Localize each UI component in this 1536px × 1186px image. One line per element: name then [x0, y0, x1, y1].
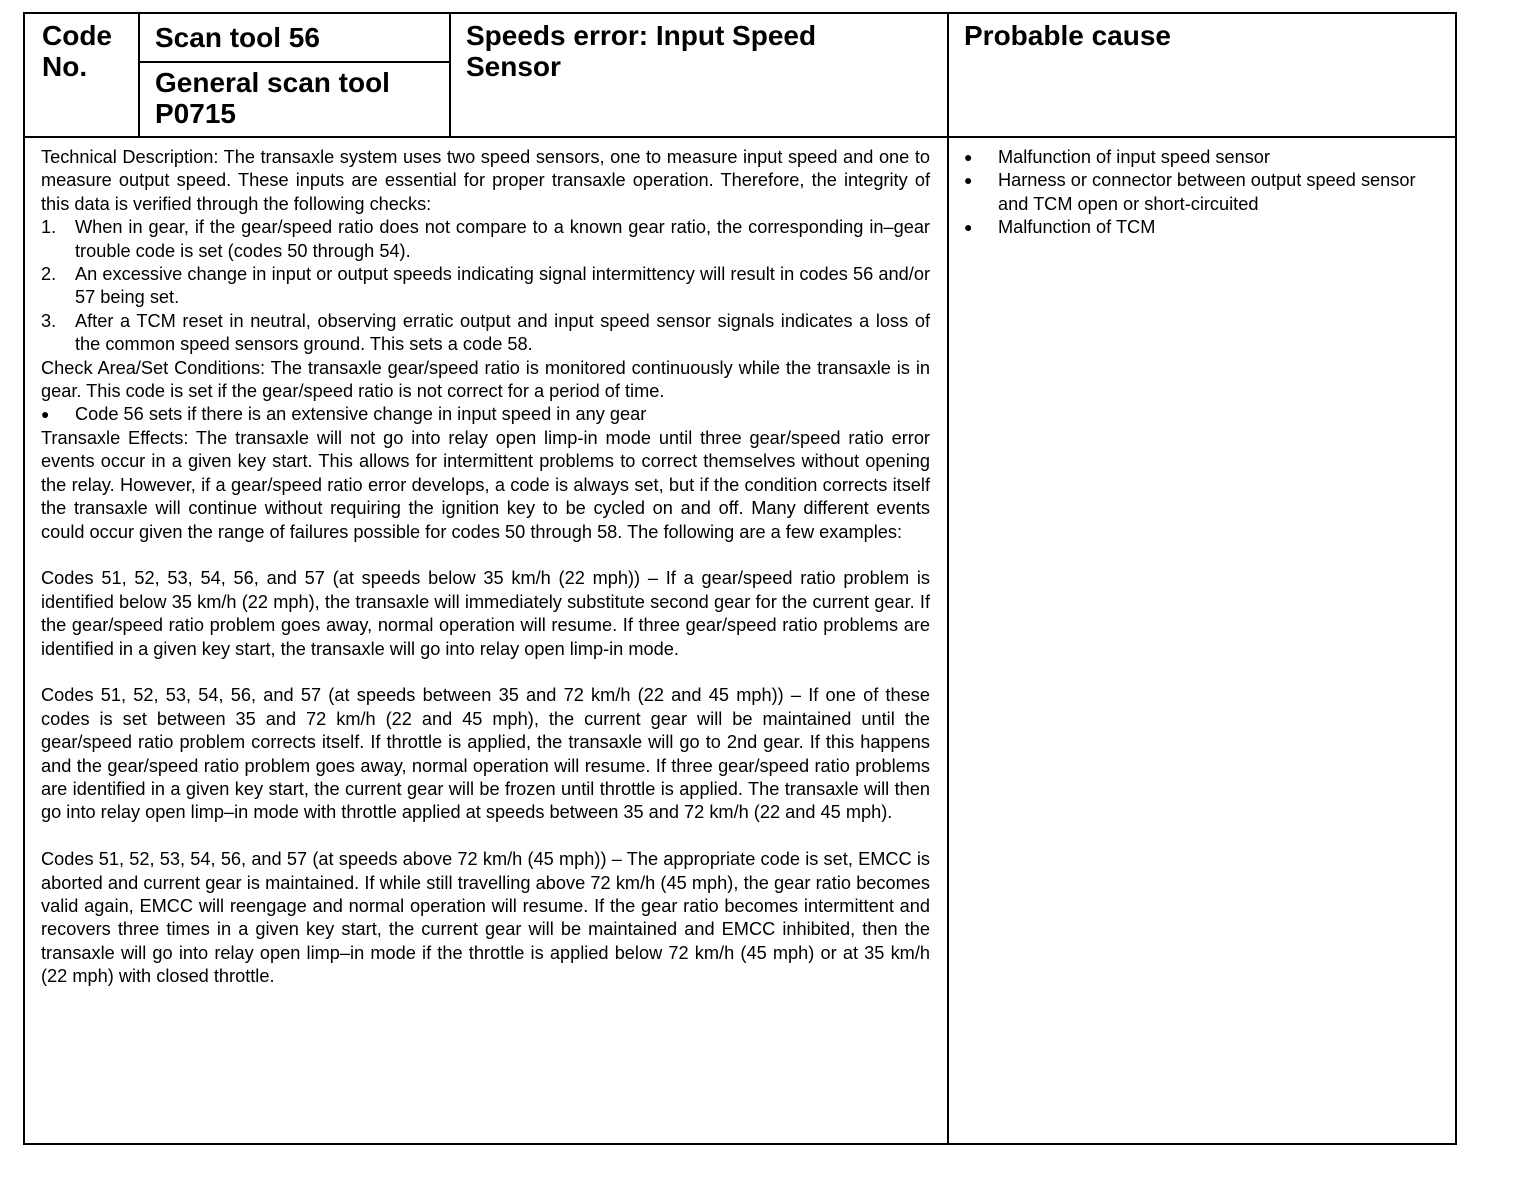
- probable-cause-item: [964, 169, 1444, 216]
- probable-cause-item: [964, 146, 1444, 169]
- probable-cause-text: Malfunction of input speed sensor: [998, 147, 1270, 167]
- example-below-35-text: Codes 51, 52, 53, 54, 56, and 57 (at speeds below 35 km/h (22 mph)) – If a gear/speed ratio problem is identified below 35 km/h (22 mph), the transaxle will immediately substitute second gear for the current gear. If the gear/speed ratio problem goes away, normal operation will resume. If three gear/speed ratio problems are identified in a given key start, the transaxle will go into relay open limp-in mode.: [41, 568, 930, 659]
- divider-code-col: [138, 12, 140, 138]
- check-item: [41, 216, 930, 263]
- check-text: When in gear, if the gear/speed ratio does not compare to a known gear ratio, the corresponding in–gear trouble code is set (codes 50 through 54).: [75, 217, 930, 261]
- transaxle-effects-text: Transaxle Effects: The transaxle will not go into relay open limp-in mode until three gear/speed ratio error events occur in a given key start. This allows for intermittent problems to correct themselves without opening the relay. However, if a gear/speed ratio error develops, a code is always set, but if the condition corrects itself the transaxle will continue without requiring the ignition key to be cycled on and off. Many different events could occur given the range of failures possible for codes 50 through 58. The following are a few examples:: [41, 427, 930, 542]
- scan-tool-header: Scan tool 56: [155, 22, 320, 53]
- divider-scan-tool-rows: [138, 61, 451, 63]
- probable-causes-list: [964, 146, 1444, 240]
- probable-cause-text: Harness or connector between output speed sensor and TCM open or short-circuited: [998, 170, 1416, 214]
- probable-cause-header: Probable cause: [964, 20, 1171, 51]
- check-number: 2.: [41, 264, 57, 285]
- divider-cause-col: [947, 12, 949, 1145]
- divider-header-body: [23, 136, 1457, 138]
- bullet-icon: ●: [964, 219, 973, 236]
- divider-scan-col: [449, 12, 451, 138]
- technical-description-text: Technical Description: The transaxle system uses two speed sensors, one to measure input speed and one to measure output speed. These inputs are essential for proper transaxle operation. Therefore, the integrity of this data is verified through the following checks:: [41, 147, 930, 214]
- probable-cause-item: [964, 216, 1444, 239]
- check-number: 1.: [41, 217, 57, 238]
- check-area-text: Check Area/Set Conditions: The transaxle gear/speed ratio is monitored continuously while the transaxle is in gear. This code is set if the gear/speed ratio is not correct for a period of time.: [41, 357, 930, 402]
- check-item: [41, 263, 930, 310]
- bullet-icon: ●: [964, 149, 973, 165]
- bullet-icon: ●: [964, 172, 973, 189]
- example-35-72-text: Codes 51, 52, 53, 54, 56, and 57 (at speeds between 35 and 72 km/h (22 and 45 mph)) – If one of these codes is set between 35 and 72 km/h (22 and 45 mph), the current gear will be maintained until the gear/speed ratio problem corrects itself. If throttle is applied, the transaxle will go to 2nd gear. If this happens and the gear/speed ratio problem goes away, normal operation will resume. If three gear/speed ratio problems are identified in a given key start, the current gear will be frozen until throttle is applied. The transaxle will then go into relay open limp–in mode with throttle applied at speeds between 35 and 72 km/h (22 and 45 mph).: [41, 685, 930, 823]
- check-text: After a TCM reset in neutral, observing erratic output and input speed sensor signals indicates a loss of the common speed sensors ground. This sets a code 58.: [75, 310, 930, 355]
- check-item: [41, 310, 930, 357]
- code56-bullet-item: [41, 403, 930, 426]
- probable-cause-text: Malfunction of TCM: [998, 217, 1156, 238]
- check-number: 3.: [41, 310, 57, 331]
- code56-bullet-text: Code 56 sets if there is an extensive change in input speed in any gear: [75, 404, 647, 425]
- code-no-header: Code No.: [42, 20, 112, 82]
- bullet-icon: ●: [41, 406, 50, 423]
- dtc-title: Speeds error: Input Speed Sensor: [466, 20, 817, 82]
- technical-description: [41, 146, 930, 989]
- example-above-72-text: Codes 51, 52, 53, 54, 56, and 57 (at speeds above 72 km/h (45 mph)) – The appropriate code is set, EMCC is aborted and current gear is maintained. If while still travelling above 72 km/h (45 mph), the gear ratio becomes valid again, EMCC will reengage and normal operation will resume. If the gear ratio becomes intermittent and recovers three times in a given key start, the current gear will be maintained and EMCC inhibited, then the transaxle will go into relay open limp–in mode if the throttle is applied below 72 km/h (45 mph) or at 35 km/h (22 mph) with closed throttle.: [41, 849, 930, 987]
- check-text: An excessive change in input or output speeds indicating signal intermittency will result in codes 56 and/or 57 being set.: [75, 264, 930, 308]
- general-scan-tool-header: General scan tool P0715: [155, 67, 390, 129]
